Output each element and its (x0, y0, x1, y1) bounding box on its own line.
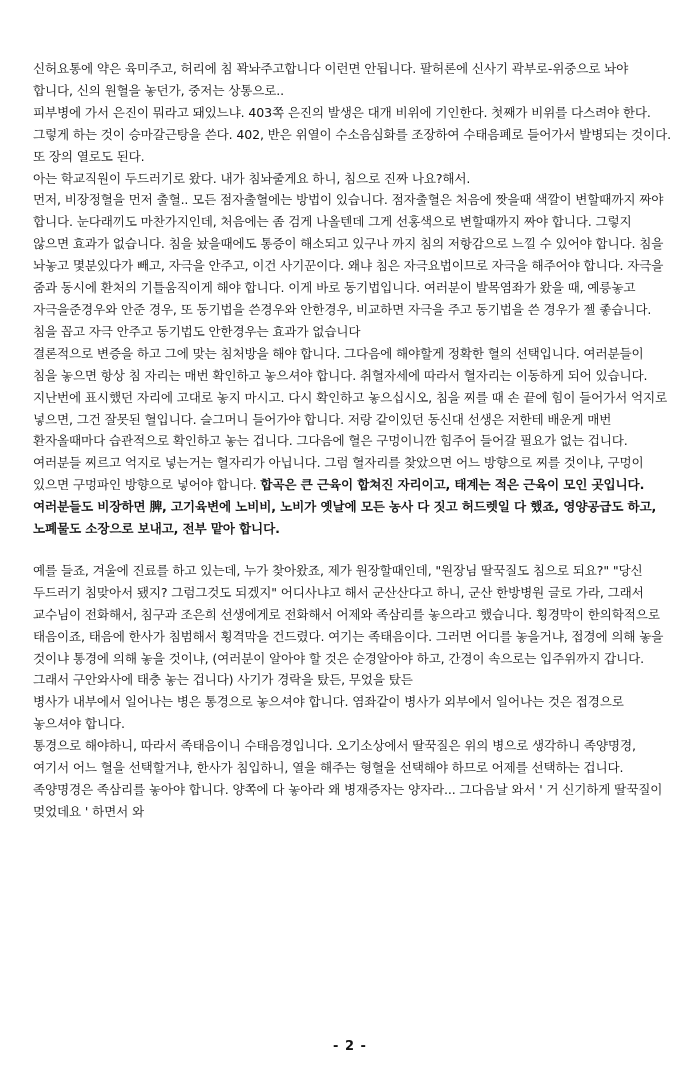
paragraph-7: 병사가 내부에서 일어나는 병은 통경으로 놓으셔야 합니다. 염좌같이 병사가 외부에서 일어나는 것은 접경으로 놓으셔야 합니다. (33, 694, 624, 732)
paragraph-gap (33, 540, 671, 560)
paragraph-5-bold-text: 합곡은 큰 근육이 합쳐진 자리이고, 태계는 적은 근육이 모인 곳입니다. 여러분들도 비장하면 脾, 고기육변에 노비비, 노비가 옛날에 모든 농사 다 짓고 허드렛일 다 했죠, 영양공급도 하고, 노폐물도 소장으로 보내고, 전부 맡아 합니다. (33, 477, 657, 537)
paragraph-5 (33, 343, 671, 540)
paragraph-8: 통경으로 해야하니, 따라서 족태음이니 수태음경입니다. 오기소상에서 딸꾹질은 위의 병으로 생각하니 족양명경, 여기서 어느 혈을 선택할거냐, 한사가 침입하니, 열을 해주는 형혈을 선택해야 하므로 어제를 선택하는 겁니다. 족양명경은 족삼리를 놓아야 합니다. 양쪽에 다 놓아라 왜 병재증자는 양자라... 그다음날 와서 ' 거 신기하게 딸꾹질이 멎었데요 ' 하면서 와 (33, 738, 663, 819)
paragraph-1: 신허요통에 약은 육미주고, 허리에 침 꽉놔주고합니다 이런면 안됩니다. 팔허론에 신사기 곽부로-위중으로 놔야 합니다, 신의 원혈을 놓던가, 중저는 상통으로.. (33, 61, 629, 98)
page-number: - 2 - (333, 1039, 367, 1054)
paragraph-6: 예를 들죠, 겨울에 진료를 하고 있는데, 누가 찾아왔죠, 제가 원장할때인데, "원장님 딸꾹질도 침으로 되요?" "당신 두드러기 침맞아서 됐지? 그럼그것도 되겠지" 어디사냐고 해서 군산산다고 하니, 군산 한방병원 글로 가라, 그래서 교수님이 전화해서, 침구과 조은희 선생에게로 전화해서 어제와 족삼리를 놓으라고 했습니다. 횡경막이 한의학적으로 태음이죠, 태음에 한사가 침범해서 횡격막을 건드렸다. 여기는 족태음이다. 그러면 어디를 놓을거냐, 접경에 의해 놓을 것이냐 통경에 의해 놓을 것이냐, (여러분이 알아야 할 것은 순경알아야 하고, 간경이 속으로는 입주위까지 갑니다. 그래서 구안와사에 태충 놓는 겁니다) 사기가 경락을 탔든, 무었을 탔든 (33, 562, 664, 688)
paragraph-4: 먼저, 비장정혈을 먼저 출혈.. 모든 점자출혈에는 방법이 있습니다. 점자출혈은 처음에 짯을때 색깔이 변할때까지 짜야 합니다. 눈다래끼도 마찬가지인데, 처음에는 좀 검게 나올텐데 그게 선홍색으로 변할때까지 짜야 합니다. 그렇지 않으면 효과가 없습니다. 침을 놨을때에도 통증이 해소되고 있구나 까지 침의 저항감으로 느낄 수 있어야 합니다. 침을 놔놓고 몇분있다가 빼고, 자극을 안주고, 이건 사기꾼이다. 왜냐 침은 자극요법이므로 자극을 해주어야 합니다. 자극을 줌과 동시에 환처의 기틀움직이게 해야 합니다. 이게 바로 동기법입니다. 여러분이 발목염좌가 왔을 때, 예릉놓고 자극을준경우와 안준 경우, 또 동기법을 쓴경우와 안한경우, 비교하면 자극을 주고 동기법을 쓴 경우가 젤 좋습니다. 침을 꼽고 자극 안주고 동기법도 안한경우는 효과가 없습니다 (33, 192, 664, 339)
paragraph-2: 피부병에 가서 은진이 뭐라고 돼있느냐. 403쪽 은진의 발생은 대개 비위에 기인한다. 첫째가 비위를 다스려야 한다. 그렇게 하는 것이 승마갈근탕을 쓴다. 402, 반은 위열이 수소음심화를 조장하여 수태음폐로 들어가서 발병되는 것이다. 또 장의 열로도 된다. (33, 104, 671, 164)
paragraph-5-text: 결론적으로 변증을 하고 그에 맞는 침처방을 해야 합니다. 그다음에 해야할게 정확한 혈의 선택입니다. 여러분들이 침을 놓으면 항상 침 자리는 매번 확인하고 놓으셔야 합니다. 취혈자세에 따라서 혈자리는 이동하게 되어 있습니다. 지난번에 표시했던 자리에 고대로 놓지 마시고. 다시 확인하고 놓으십시오, 침을 찌를 때 손 끝에 힘이 들어가서 억지로 넣으면, 그건 잘못된 혈입니다. 슬그머니 들어가야 합니다. 저랑 같이있던 동신대 선생은 저한테 배운게 매번 환자올때마다 습관적으로 확인하고 놓는 겁니다. 그다음에 혈은 구멍이니깐 힘주어 들어갈 필요가 없는 겁니다. 여러분들 찌르고 억지로 넣는거는 혈자리가 아닙니다. 그럼 혈자리를 찾았으면 어느 방향으로 찌를 것이냐, 구멍이 있으면 구멍파인 방향으로 넣어야 합니다. (33, 345, 668, 493)
paragraph-3: 아는 학교직원이 두드러기로 왔다. 내가 침놔줄게요 하니, 침으로 진짜 나요?해서. (33, 170, 471, 186)
document-body (33, 58, 671, 823)
